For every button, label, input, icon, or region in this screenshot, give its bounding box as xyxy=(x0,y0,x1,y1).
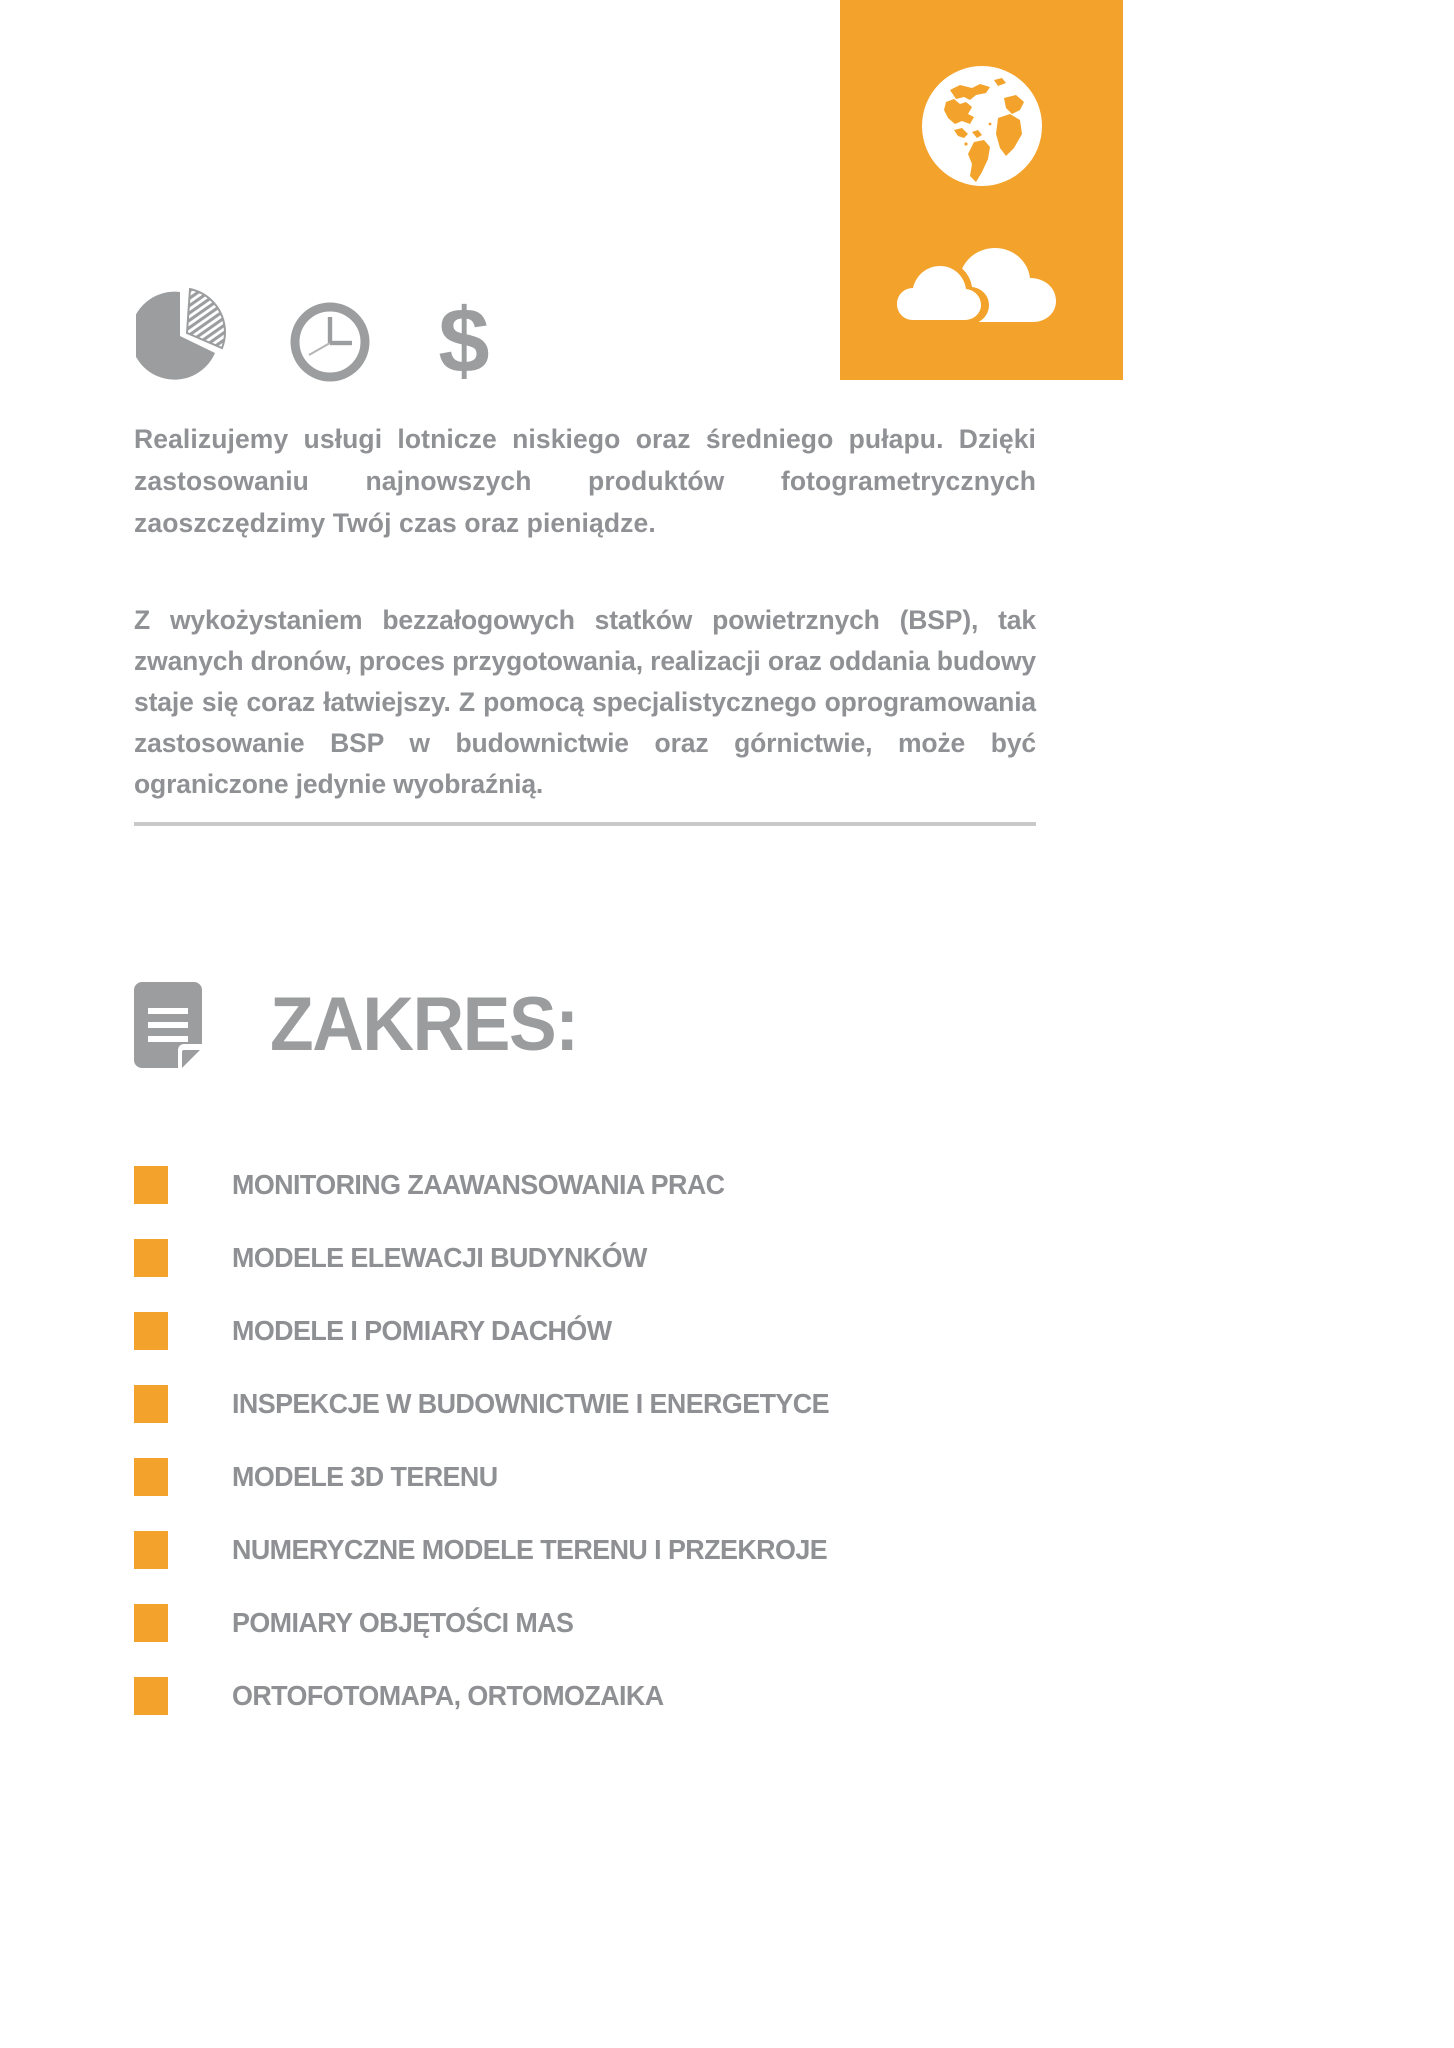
clock-icon xyxy=(288,300,372,384)
list-item-label: POMIARY OBJĘTOŚCI MAS xyxy=(232,1606,574,1638)
list-item-label: MODELE ELEWACJI BUDYNKÓW xyxy=(232,1241,647,1273)
list-item xyxy=(134,1148,1134,1221)
pie-chart-icon xyxy=(136,288,232,384)
list-item xyxy=(134,1659,1134,1732)
list-item-label: NUMERYCZNE MODELE TERENU I PRZEKROJE xyxy=(232,1533,828,1565)
list-item xyxy=(134,1367,1134,1440)
intro-paragraph-2: Z wykożystaniem bezzałogowych statków powietrznych (BSP), tak zwanych dronów, proces przygotowania, realizacji oraz oddania budowy staje się coraz łatwiejszy. Z pomocą specjalistycznego oprogramowania zastosowanie BSP w budownictwie oraz górnictwie, może być ograniczone jedynie wyobraźnią. xyxy=(134,605,1036,799)
bullet-square-icon xyxy=(134,1604,168,1642)
dollar-sign-icon xyxy=(428,292,500,384)
svg-text:$: $ xyxy=(438,292,490,384)
document-lines-icon xyxy=(134,982,202,1068)
bullet-square-icon xyxy=(134,1531,168,1569)
list-item-label: MODELE I POMIARY DACHÓW xyxy=(232,1314,612,1346)
list-item-label: ORTOFOTOMAPA, ORTOMOZAIKA xyxy=(232,1679,664,1711)
scope-section-heading xyxy=(134,982,597,1068)
list-item xyxy=(134,1513,1134,1586)
list-item xyxy=(134,1294,1134,1367)
bullet-square-icon xyxy=(134,1677,168,1715)
list-item-label: MONITORING ZAAWANSOWANIA PRAC xyxy=(232,1168,725,1200)
bullet-square-icon xyxy=(134,1458,168,1496)
page-title: ZAKRES: xyxy=(270,982,578,1067)
list-item-label: INSPEKCJE W BUDOWNICTWIE I ENERGETYCE xyxy=(232,1387,829,1419)
bullet-square-icon xyxy=(134,1239,168,1277)
list-item xyxy=(134,1586,1134,1659)
feature-icon-row xyxy=(136,288,500,384)
bullet-square-icon xyxy=(134,1312,168,1350)
hero-orange-panel xyxy=(840,0,1123,380)
section-divider xyxy=(134,822,1036,826)
bullet-square-icon xyxy=(134,1166,168,1204)
bullet-square-icon xyxy=(134,1385,168,1423)
clouds-icon xyxy=(897,226,1067,324)
list-item-label: MODELE 3D TERENU xyxy=(232,1460,498,1492)
intro-paragraph-1: Realizujemy usługi lotnicze niskiego oraz średniego pułapu. Dzięki zastosowaniu najnowszych produktów fotogrametrycznych zaoszczędzimy Twój czas oraz pieniądze. xyxy=(134,424,1036,538)
list-item xyxy=(134,1440,1134,1513)
scope-list xyxy=(134,1148,1134,1732)
globe-icon xyxy=(920,64,1044,188)
intro-copy xyxy=(134,418,1036,805)
list-item xyxy=(134,1221,1134,1294)
